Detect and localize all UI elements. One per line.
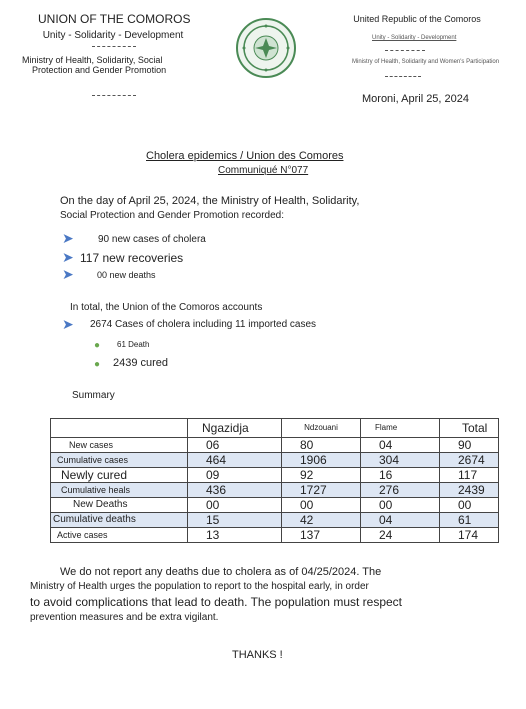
table-cell: 304 [361,453,440,468]
table-row [51,438,499,453]
row-label: Newly cured [51,468,188,483]
header-date: Moroni, April 25, 2024 [362,93,470,105]
table-cell: 61 [440,513,499,528]
table-header-row [51,419,499,438]
footer-line3: to avoid complications that lead to death. The population must respect [30,595,403,609]
header-left-rule-1 [92,46,136,47]
table-row [51,453,499,468]
table-cell: 1727 [282,483,361,498]
total-intro: In total, the Union of the Comoros accounts [70,302,263,313]
table-cell: 00 [282,498,361,513]
header-left-country: UNION OF THE COMOROS [38,12,191,26]
daily-bullet-deaths: 00 new deaths [97,270,156,280]
total-subbullet-deaths: 61 Death [117,340,150,349]
row-label: Cumulative cases [51,453,188,468]
table-cell: 04 [361,513,440,528]
header-right-motto: Unity - Solidarity - Development [372,35,457,41]
table-cell: 06 [188,438,282,453]
table-cell: 04 [361,438,440,453]
table-cell: 42 [282,513,361,528]
table-header-cell [51,419,188,438]
header-right-rule-1 [385,50,425,51]
government-seal-icon [235,17,297,79]
intro-line2: Social Protection and Gender Promotion recorded: [60,210,285,221]
footer-line1: We do not report any deaths due to cholera as of 04/25/2024. The [60,566,382,578]
row-label: New cases [51,438,188,453]
header-left-ministry-line2: Protection and Gender Promotion [32,65,167,75]
arrow-bullet-icon: ➤ [62,266,74,282]
row-label: Cumulative deaths [51,513,188,528]
footer-line4: prevention measures and be extra vigilant. [30,612,219,623]
table-cell: 00 [440,498,499,513]
table-cell: 2674 [440,453,499,468]
table-cell: 13 [188,528,282,543]
table-cell: 90 [440,438,499,453]
summary-table [50,418,499,543]
table-row [51,468,499,483]
arrow-bullet-icon: ➤ [62,230,74,246]
table-cell: 09 [188,468,282,483]
table-cell: 137 [282,528,361,543]
dot-bullet-icon: ● [94,359,101,370]
daily-bullet-recoveries: 117 new recoveries [80,251,184,265]
table-cell: 92 [282,468,361,483]
arrow-bullet-icon: ➤ [62,316,74,332]
header-right-country: United Republic of the Comoros [353,14,481,24]
arrow-bullet-icon: ➤ [62,249,74,265]
row-label: Cumulative heals [51,483,188,498]
table-cell: 00 [361,498,440,513]
summary-label: Summary [72,390,115,401]
table-cell: 15 [188,513,282,528]
table-cell: 174 [440,528,499,543]
row-label: New Deaths [51,498,188,513]
table-cell: 2439 [440,483,499,498]
table-row [51,513,499,528]
table-cell: 24 [361,528,440,543]
dot-bullet-icon: ● [94,340,101,351]
daily-bullet-new-cases: 90 new cases of cholera [98,234,206,245]
table-cell: 117 [440,468,499,483]
table-header-cell: Ndzouani [282,419,361,438]
table-cell: 1906 [282,453,361,468]
total-bullet-cases: 2674 Cases of cholera including 11 imported cases [90,319,317,330]
table-row [51,528,499,543]
communique-title: Cholera epidemics / Union des Comores [146,150,344,162]
header-right-ministry: Ministry of Health, Solidarity and Women's Participation [352,59,500,65]
table-cell: 16 [361,468,440,483]
table-header-cell: Flame [361,419,440,438]
table-cell: 436 [188,483,282,498]
intro-line1: On the day of April 25, 2024, the Ministry of Health, Solidarity, [60,195,360,207]
total-subbullet-cured: 2439 cured [113,357,169,369]
table-row [51,498,499,513]
header-left-ministry-line1: Ministry of Health, Solidarity, Social [22,55,163,65]
footer-line2: Ministry of Health urges the population to report to the hospital early, in order [30,581,369,592]
header-left-motto: Unity - Solidarity - Development [42,30,184,41]
table-cell: 276 [361,483,440,498]
table-cell: 80 [282,438,361,453]
table-cell: 00 [188,498,282,513]
table-row [51,483,499,498]
table-header-cell: Total [440,419,499,438]
table-cell: 464 [188,453,282,468]
header-left-rule-2 [92,95,136,96]
communique-number: Communiqué N°077 [218,165,309,176]
row-label: Active cases [51,528,188,543]
thanks: THANKS ! [232,649,283,661]
table-header-cell: Ngazidja [188,419,282,438]
header-right-rule-2 [385,76,421,77]
